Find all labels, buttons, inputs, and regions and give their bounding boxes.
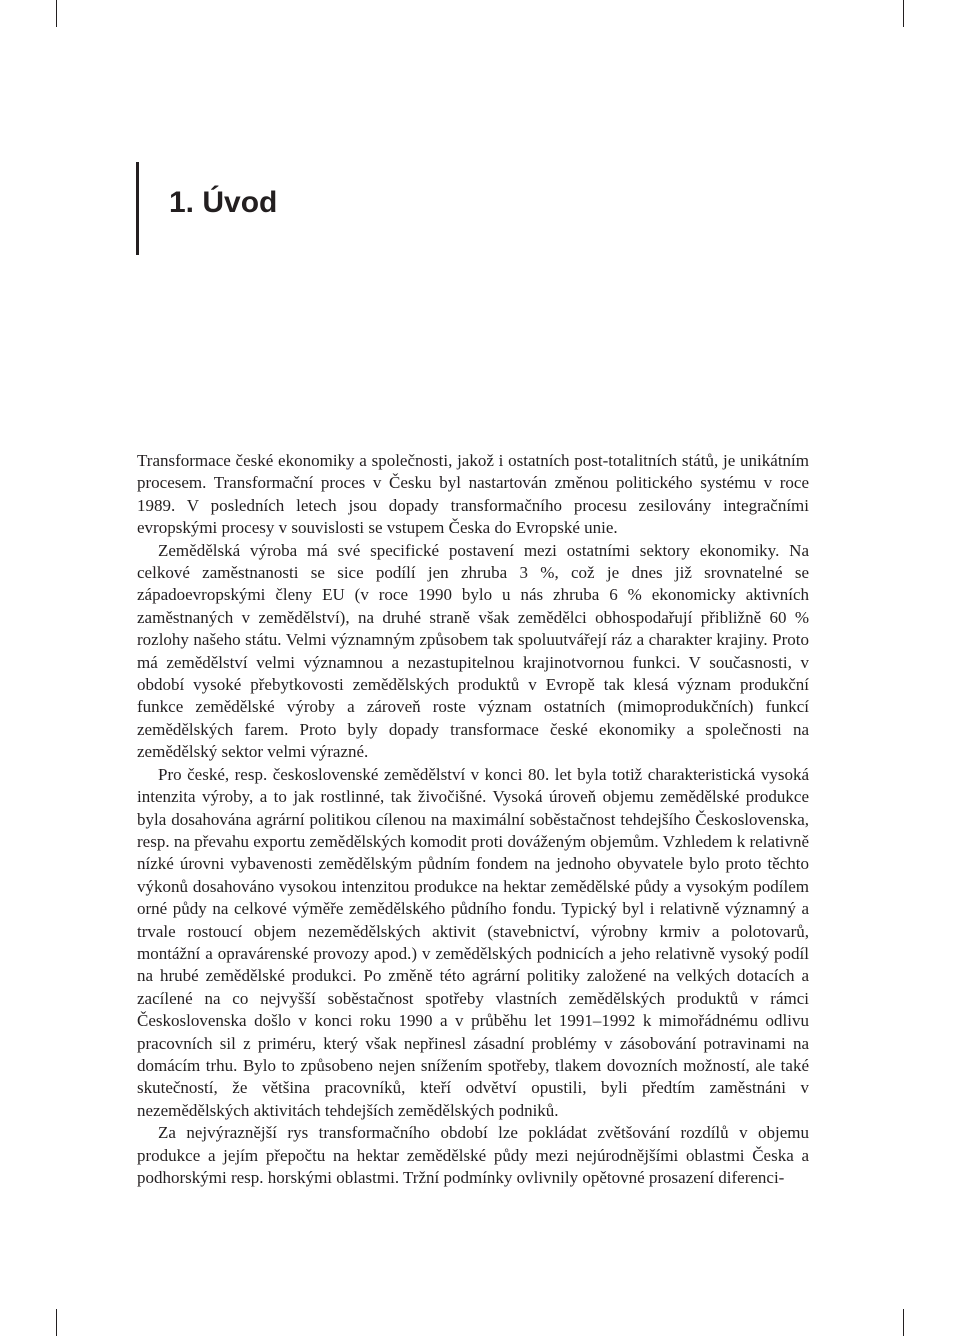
paragraph-4: Za nejvýraznější rys transformačního období lze pokládat zvětšování rozdílů v objemu produkce a jejím přepočtu na hektar zemědělské půdy mezi nejúrodnějšími oblastmi Česka a podhorskými resp. horskými oblastmi. Tržní podmínky ovlivnily opětovné prosazení diferenci- [137, 1123, 809, 1187]
chapter-title: 1. Úvod [169, 186, 278, 219]
body-text [137, 450, 809, 1189]
crop-mark-top-left [56, 0, 57, 27]
paragraph-3: Pro české, resp. československé zemědělství v konci 80. let byla totiž charakteristická vysoká intenzita výroby, a to jak rostlinné, tak živočišné. Vysoká úroveň objemu zemědělské produkce byla dosahována agrární politikou cílenou na maximální soběstačnost tehdejšího Československa, resp. na převahu exportu zemědělských komodit proti dováženým objemům. Vzhledem k relativně nízké úrovni vybavenosti zemědělským půdním fondem na jednoho obyvatele bylo proto těchto výkonů dosahováno vysokou intenzitou produkce na hektar zemědělské půdy a vysokým podílem orné půdy na celkové výměře zemědělského půdního fondu. Typický byl i relativně významný a trvale rostoucí objem nezemědělských aktivit (stavebnictví, výrobny krmiv a polotovarů, montážní a opravárenské provozy apod.) v zemědělských podnicích a jeho relativně vysoký podíl na hrubé zemědělské produkci. Po změně této agrární politiky založené na velkých dotacích a zacílené na co nejvyšší soběstačnost spotřeby vlastních zemědělských produktů v rámci Československa došlo v konci roku 1990 a v průběhu let 1991–1992 k mimořádnému odlivu pracovních sil z priméru, který však nepřinesl zásadní problémy v zásobování potravinami na domácím trhu. Bylo to způsobeno nejen snížením spotřeby, tlakem dovozních možností, ale také skutečností, že většina pracovníků, kteří odvětví opustili, byli předtím zaměstnáni v nezemědělských aktivitách tehdejších zemědělských podniků. [137, 764, 809, 1120]
chapter-rule [136, 162, 139, 255]
crop-mark-top-right [903, 0, 904, 27]
paragraph-1: Transformace české ekonomiky a společnosti, jakož i ostatních post-totalitních států, je unikátním procesem. Transformační proces v Česku byl nastartován změnou politického systému v roce 1989. V posledních letech jsou dopady transformačního procesu zesilovány integračními evropskými procesy v souvislosti se vstupem Česka do Evropské unie. [137, 451, 809, 538]
paragraph-2: Zemědělská výroba má své specifické postavení mezi ostatními sektory ekonomiky. Na celkové zaměstnanosti se sice podílí jen zhruba 3 %, což je dnes již srovnatelné se západoevropskými členy EU (v roce 1990 bylo u nás zhruba 6 % ekonomicky aktivních zaměstnaných v zemědělství), na druhé straně však zemědělci obhospodařují přibližně 60 % rozlohy našeho státu. Velmi významným způsobem tak spoluutvářejí ráz a charakter krajiny. Proto má zemědělství velmi významnou a nezastupitelnou krajinotvornou funkci. V současnosti, v období vysoké přebytkovosti zemědělských produktů v Evropě tak klesá význam produkční funkce zemědělské výroby a zároveň roste význam ostatních (mimoprodukčních) funkcí zemědělských farem. Proto byly dopady transformace české ekonomiky a společnosti na zemědělský sektor velmi výrazné. [137, 540, 809, 762]
crop-mark-bottom-left [56, 1309, 57, 1336]
crop-mark-bottom-right [903, 1309, 904, 1336]
